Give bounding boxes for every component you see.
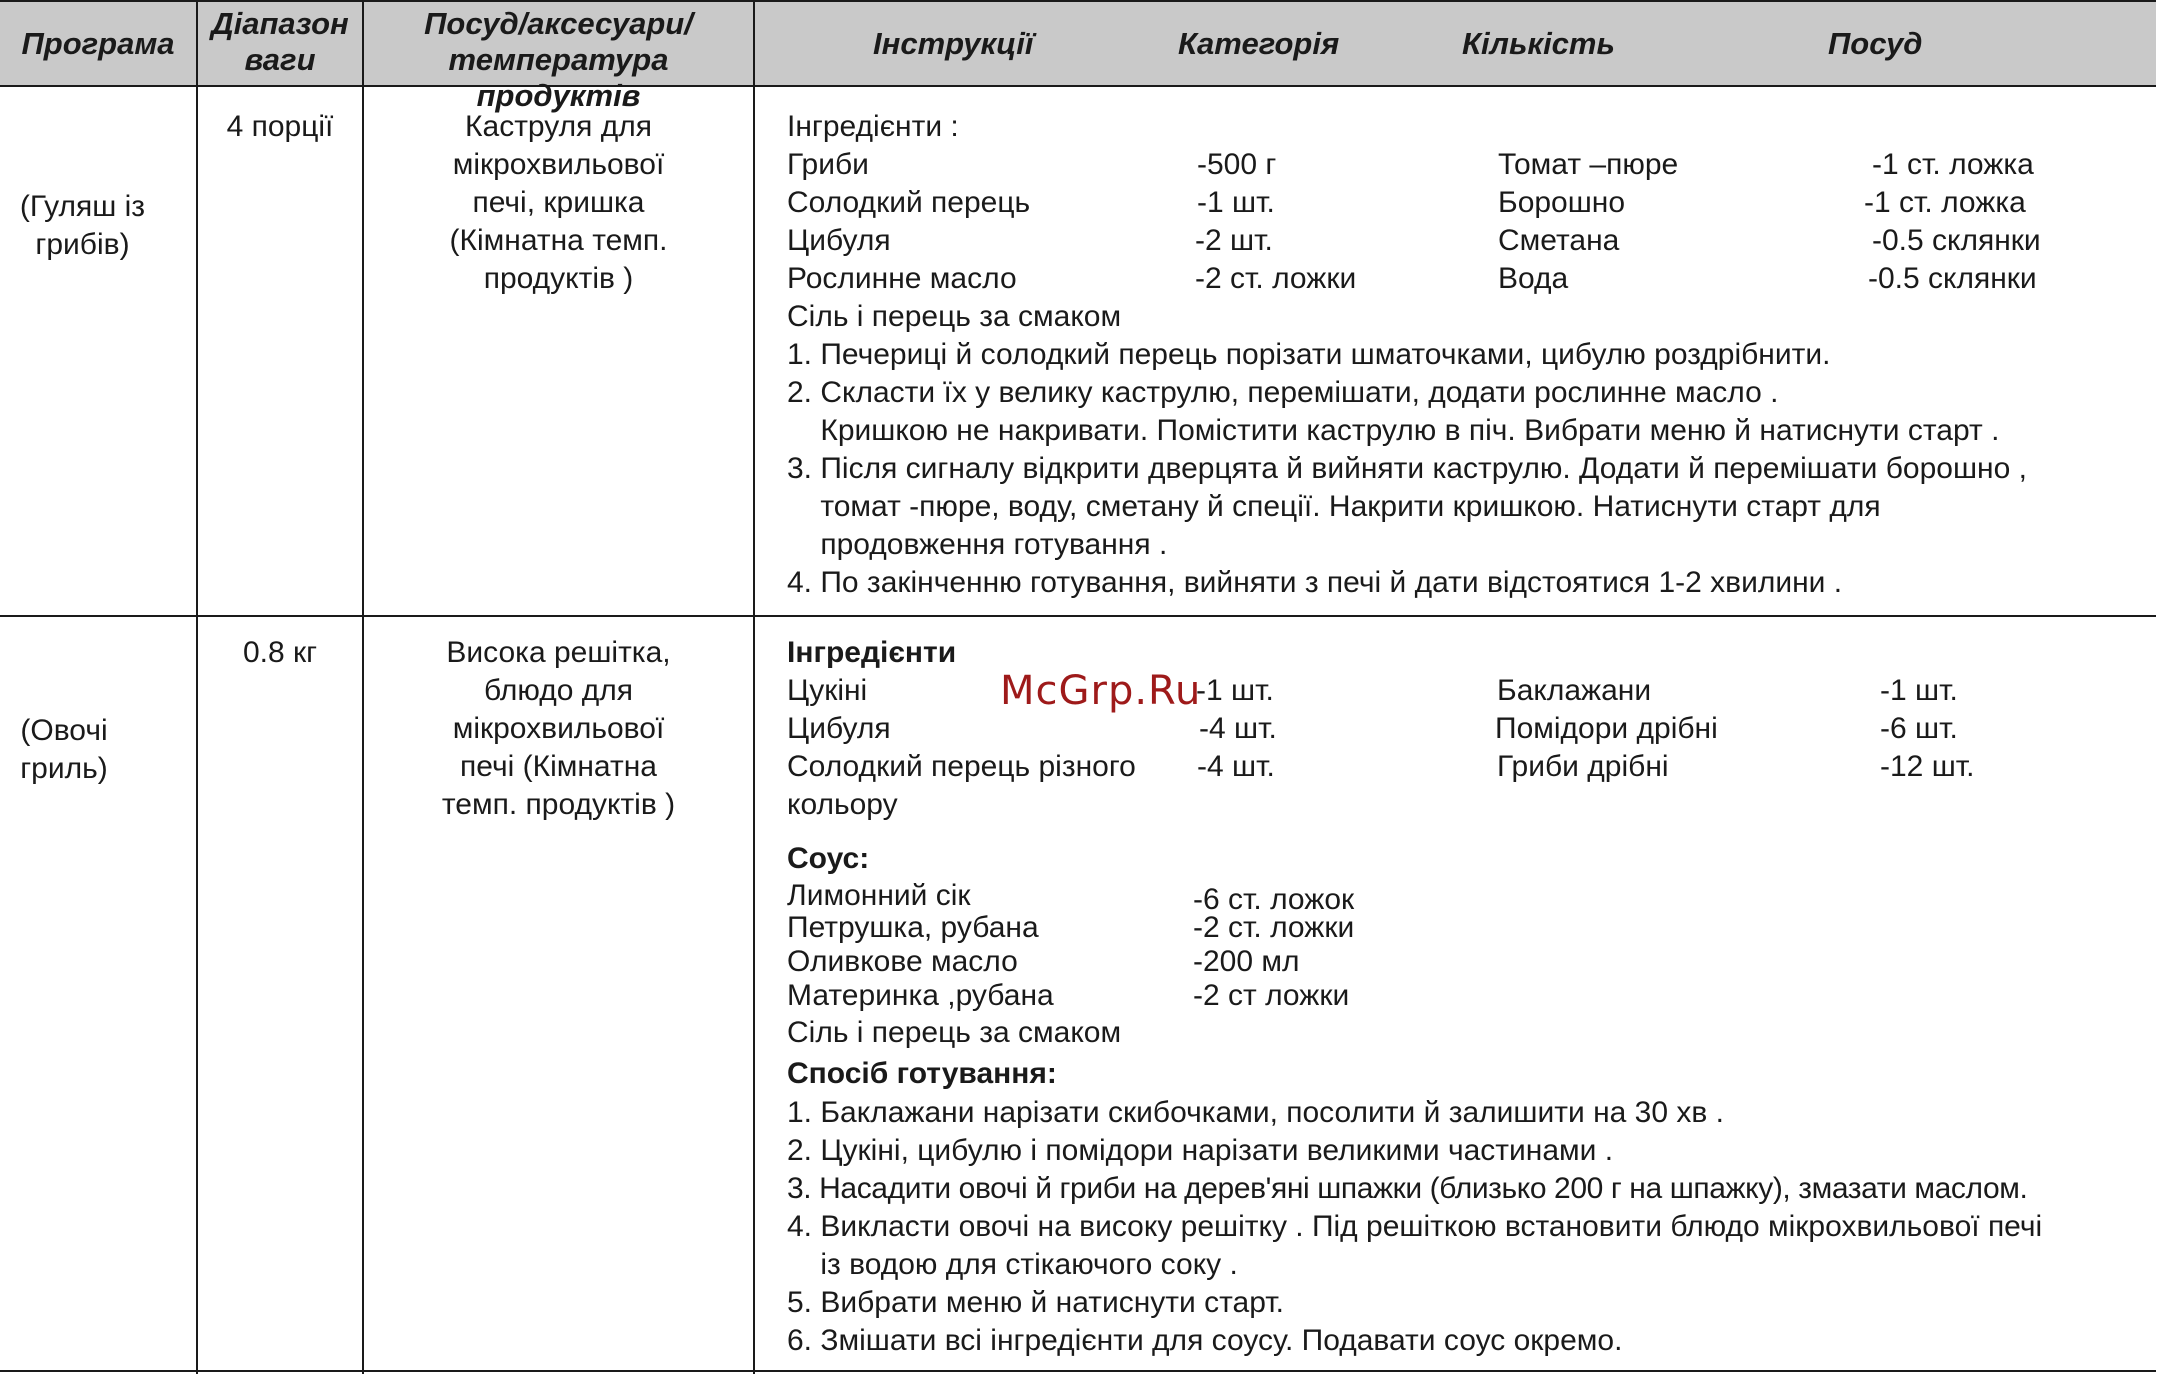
sauce-name: Петрушка, рубана	[787, 911, 1039, 944]
ingredient-name: Сметана	[1498, 224, 1620, 257]
instruction-step: 6. Змішати всі інгредієнти для соусу. Подавати соус окремо.	[787, 1324, 1623, 1357]
sauce-name: Лимонний сік	[787, 879, 971, 912]
instruction-step: Кришкою не накривати. Помістити каструлю в піч. Вибрати меню й натиснути старт .	[787, 414, 2000, 447]
ingredient-name: Вода	[1498, 262, 1569, 295]
header-quantity: Кількість	[1462, 26, 1615, 61]
ingredient-qty: -0.5 склянки	[1868, 262, 2037, 295]
row1-dishes: Каструля для мікрохвильової печі, кришка (Кімнатна темп. продуктів )	[449, 110, 668, 295]
instruction-step: 3. Насадити овочі й гриби на дерев'яні шпажки (близько 200 г на шпажку), змазати маслом.	[787, 1172, 2028, 1205]
ingredient-name: Солодкий перець	[787, 186, 1031, 219]
ingredient-qty: -0.5 склянки	[1872, 224, 2041, 257]
ingredient-qty: -1 ст. ложка	[1864, 186, 2026, 219]
row2-program: (Овочі гриль)	[20, 714, 108, 785]
sauce-name: Материнка ,рубана	[787, 979, 1054, 1012]
row1-program: (Гуляш із грибів)	[19, 190, 146, 261]
row2-salt: Сіль і перець за смаком	[787, 1016, 1122, 1049]
watermark: McGrp.Ru	[1000, 668, 1202, 714]
ingredient-name: Помідори дрібні	[1495, 712, 1718, 745]
row1-ingredients-title: Інгредієнти :	[787, 110, 959, 143]
instruction-step: 3. Після сигналу відкрити дверцята й вийняти каструлю. Додати й перемішати борошно ,	[787, 452, 2027, 485]
row1-weight: 4 порції	[226, 110, 334, 143]
ingredient-qty: -12 шт.	[1880, 750, 1975, 783]
ingredient-qty: -2 шт.	[1195, 224, 1273, 257]
instruction-step: продовження готування .	[787, 528, 1168, 561]
ingredient-name: Цибуля	[787, 712, 891, 745]
ingredient-name: Баклажани	[1497, 674, 1652, 707]
ingredient-qty: -4 шт.	[1197, 750, 1275, 783]
ingredient-qty: -1 шт.	[1196, 674, 1274, 707]
row1-salt: Сіль і перець за смаком	[787, 300, 1122, 333]
sauce-title: Соус:	[787, 842, 870, 875]
table-bottom-border	[0, 1370, 2156, 1372]
row2-weight: 0.8 кг	[242, 636, 318, 669]
ingredient-qty: -2 ст. ложки	[1195, 262, 1357, 295]
table-top-border	[0, 0, 2156, 2]
ingredient-name: Солодкий перець різного	[787, 750, 1136, 783]
header-instructions: Інструкції	[873, 26, 1034, 61]
ingredient-name: Гриби дрібні	[1497, 750, 1669, 783]
ingredient-qty: -500 г	[1197, 148, 1277, 181]
instruction-step: 1. Печериці й солодкий перець порізати шматочками, цибулю роздрібнити.	[787, 338, 1831, 371]
instruction-step: томат -пюре, воду, сметану й спеції. Накрити кришкою. Натиснути старт для	[787, 490, 1881, 523]
header-category: Категорія	[1178, 26, 1340, 61]
sauce-qty: -2 ст. ложки	[1193, 911, 1355, 944]
header-bottom-border	[0, 85, 2156, 87]
sauce-name: Оливкове масло	[787, 945, 1018, 978]
ingredient-name: Борошно	[1498, 186, 1626, 219]
instruction-step: 4. Викласти овочі на високу решітку . Під решіткою встановити блюдо мікрохвильової печі	[787, 1210, 2043, 1243]
sauce-qty: -6 ст. ложок	[1193, 883, 1355, 916]
sauce-qty: -200 мл	[1193, 945, 1300, 978]
ingredient-qty: -6 шт.	[1880, 712, 1958, 745]
row-divider	[0, 615, 2156, 617]
column-divider	[753, 0, 755, 1374]
column-divider	[196, 0, 198, 1374]
instruction-step: 2. Цукіні, цибулю і помідори нарізати великими частинами .	[787, 1134, 1614, 1167]
instruction-step: із водою для стікаючого соку .	[787, 1248, 1238, 1281]
header-dishes: Посуд/аксесуари/ температура продуктів	[424, 6, 693, 113]
instruction-step: 1. Баклажани нарізати скибочками, посолити й залишити на 30 хв .	[787, 1096, 1724, 1129]
method-title: Спосіб готування:	[787, 1057, 1057, 1090]
ingredient-name: Цукіні	[787, 674, 868, 707]
header-program: Програма	[21, 26, 175, 61]
ingredient-qty: -1 ст. ложка	[1872, 148, 2034, 181]
row2-ingredients-title: Інгредієнти	[787, 636, 957, 669]
ingredient-qty: -1 шт.	[1197, 186, 1275, 219]
instruction-step: 5. Вибрати меню й натиснути старт.	[787, 1286, 1285, 1319]
ingredient-name: Рослинне масло	[787, 262, 1017, 295]
ingredient-qty: -4 шт.	[1199, 712, 1277, 745]
header-weight: Діапазон ваги	[211, 6, 349, 77]
ingredient-name: Томат –пюре	[1498, 148, 1679, 181]
instruction-step: 4. По закінченню готування, вийняти з печі й дати відстоятися 1-2 хвилини .	[787, 566, 1843, 599]
ingredient-name-continuation: кольору	[787, 788, 898, 821]
sauce-qty: -2 ст ложки	[1193, 979, 1350, 1012]
row2-dishes: Висока решітка, блюдо для мікрохвильової печі (Кімнатна темп. продуктів )	[441, 636, 676, 821]
ingredient-name: Цибуля	[787, 224, 891, 257]
instruction-step: 2. Скласти їх у велику каструлю, перемішати, додати рослинне масло .	[787, 376, 1779, 409]
header-dishes-2: Посуд	[1828, 26, 1923, 61]
ingredient-qty: -1 шт.	[1880, 674, 1958, 707]
ingredient-name: Гриби	[787, 148, 869, 181]
